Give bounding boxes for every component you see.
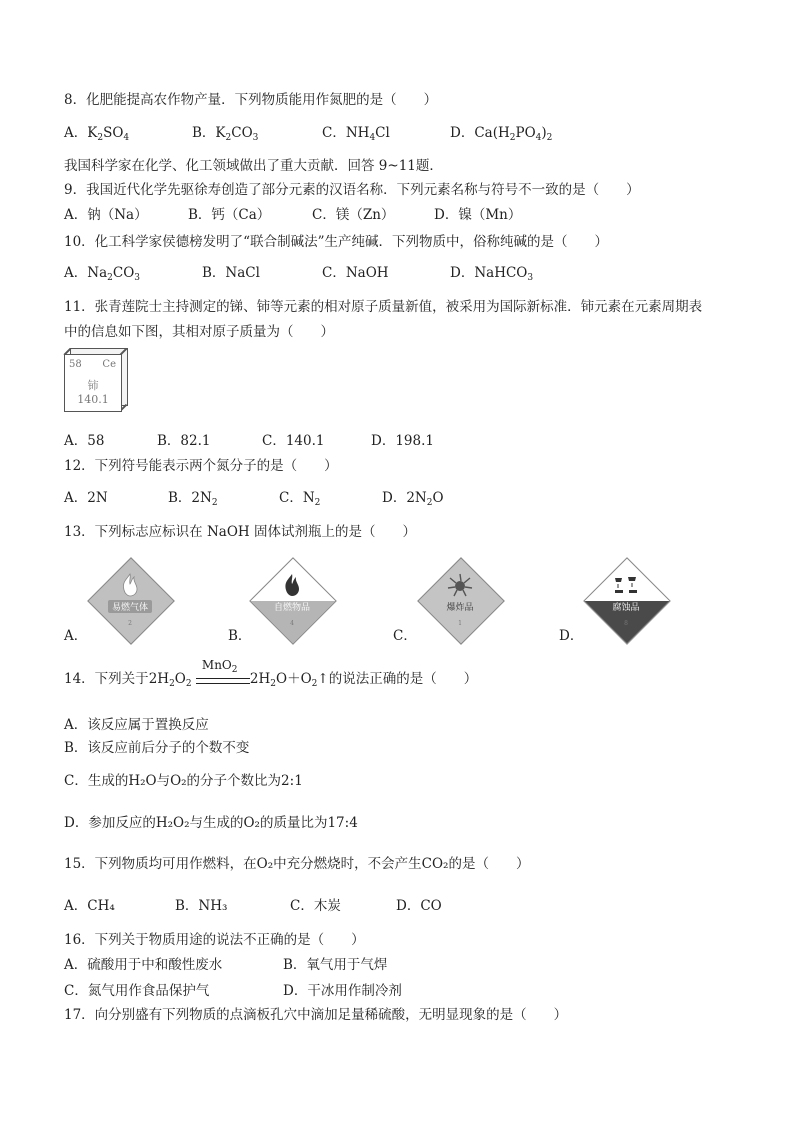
q11-option-c[interactable]: C．140.1 [262,433,325,449]
q10-option-a[interactable]: A．$Na_2CO_3$ [64,265,140,283]
periodic-table-cell [64,348,128,412]
q16-option-c[interactable]: C．氮气用作食品保护气 [64,983,210,999]
q12-option-a[interactable]: A．2N [64,490,108,506]
hazard-sign-corrosive[interactable] [584,558,668,642]
sign-number: 1 [458,620,462,627]
flame-icon [116,572,144,598]
atomic-number: 58 [69,359,82,370]
q13-option-c-letter[interactable]: C． [393,628,417,644]
q11-stem-line2: 中的信息如下图，其相对原子质量为（ ） [64,324,334,340]
q9-stem: 9．我国近代化学先驱徐寿创造了部分元素的汉语名称．下列元素名称与符号不一致的是（ ） [64,182,640,198]
sign-label: 腐蚀品 [612,603,640,613]
q13-stem: 13．下列标志应标识在 NaOH 固体试剂瓶上的是（ ） [64,524,416,540]
q8-stem: 8．化肥能提高农作物产量．下列物质能用作氮肥的是（ ） [64,92,438,108]
sign-label: 自燃物品 [273,603,310,613]
section-intro: 我国科学家在化学、化工领域做出了重大贡献．回答 9~11题． [64,158,443,174]
q14-option-b[interactable]: B．该反应前后分子的个数不变 [64,740,250,756]
q11-option-a[interactable]: A．58 [64,433,105,449]
q11-option-b[interactable]: B．82.1 [157,433,211,449]
catalyst-label: MnO$_2$ [201,658,238,675]
q12-option-d[interactable]: D．$2N_2O$ [382,490,444,508]
q10-option-d[interactable]: D．NaHCO$_3$ [450,265,534,283]
q12-stem: 12．下列符号能表示两个氮分子的是（ ） [64,458,338,474]
q15-option-b[interactable]: B．NH₃ [175,898,228,914]
sign-number: 4 [290,620,294,627]
sign-label: 易燃气体 [108,600,152,613]
q16-option-b[interactable]: B．氧气用于气焊 [283,957,388,973]
q10-option-b[interactable]: B．NaCl [202,265,260,281]
explosion-icon [446,572,474,598]
q14-option-c[interactable]: C．生成的H₂O与O₂的分子个数比为2:1 [64,773,303,789]
q9-option-b[interactable]: B．钙（Ca） [188,207,271,223]
q15-option-c[interactable]: C．木炭 [290,898,341,914]
q16-option-d[interactable]: D．干冰用作制冷剂 [283,983,402,999]
q11-option-d[interactable]: D．198.1 [371,433,434,449]
q14-option-d[interactable]: D．参加反应的H₂O₂与生成的O₂的质量比为17:4 [64,815,358,831]
q12-option-b[interactable]: B．$2N_2$ [168,490,218,508]
q10-option-c[interactable]: C．NaOH [322,265,389,281]
q13-option-d-letter[interactable]: D． [559,628,584,644]
q14-option-a[interactable]: A．该反应属于置换反应 [64,717,209,733]
q14-stem: 14．下列关于$2H_2O_2$ MnO$_2$ $2H_2O+O_2↑$的说法正确的是（ ） [64,658,478,689]
q11-stem-line1: 11．张青莲院士主持测定的锑、铈等元素的相对原子质量新值，被采用为国际新标准．铈元素在元素周期表 [64,299,703,315]
hazard-sign-spontaneous-combustion[interactable] [250,558,334,642]
q8-option-b[interactable]: B．$K_2CO_3$ [192,125,259,143]
q12-option-c[interactable]: C．$N_2$ [279,490,321,508]
hazard-sign-flammable-gas[interactable] [88,558,172,642]
corrosive-icon [612,572,640,598]
element-symbol: Ce [102,359,116,370]
q16-option-a[interactable]: A．硫酸用于中和酸性废水 [64,957,223,973]
reaction-arrow [196,658,250,688]
q9-option-d[interactable]: D．镍（Mn） [434,207,522,223]
q16-stem: 16．下列关于物质用途的说法不正确的是（ ） [64,932,365,948]
sign-number: 8 [624,620,628,627]
q8-option-d[interactable]: D．$Ca(H_2PO_4)_2$ [450,125,553,143]
q10-stem: 10．化工科学家侯德榜发明了“联合制碱法”生产纯碱．下列物质中，俗称纯碱的是（ ） [64,234,608,250]
q9-option-a[interactable]: A．钠（Na） [64,207,148,223]
sign-number: 2 [128,620,132,627]
q8-option-a[interactable]: A．$K_2SO_4$ [64,125,130,143]
sign-label: 爆炸品 [446,603,474,613]
hazard-sign-explosive[interactable] [418,558,502,642]
atomic-mass: 140.1 [77,393,109,406]
cell-front-face [64,354,122,412]
q17-stem: 17．向分别盛有下列物质的点滴板孔穴中滴加足量稀硫酸，无明显现象的是（ ） [64,1007,568,1023]
q13-option-a-letter[interactable]: A． [64,628,88,644]
flame-icon [278,572,306,598]
q9-option-c[interactable]: C．镁（Zn） [312,207,395,223]
q15-option-a[interactable]: A．CH₄ [64,898,115,914]
q13-option-b-letter[interactable]: B． [228,628,252,644]
q15-option-d[interactable]: D．CO [396,898,442,914]
q8-option-c[interactable]: C．$NH_4Cl$ [322,125,390,143]
element-name: 铈 [87,379,99,392]
equals-bar [196,678,250,684]
q15-stem: 15．下列物质均可用作燃料，在O₂中充分燃烧时，不会产生CO₂的是（ ） [64,856,530,872]
